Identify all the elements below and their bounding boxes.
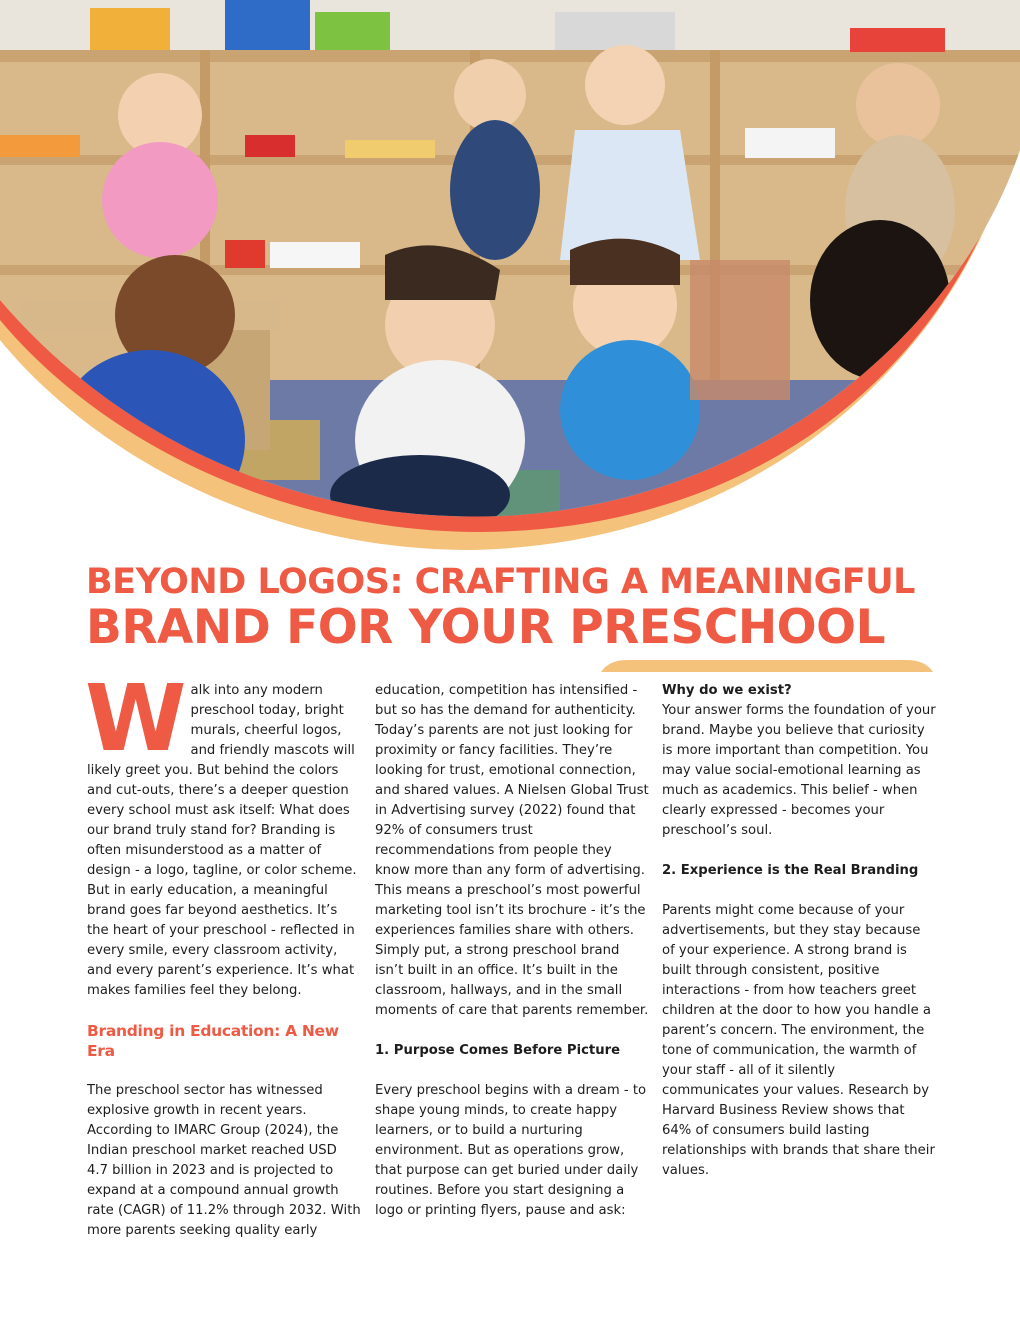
classroom-scene (0, 0, 1020, 560)
headline-line-2: BRAND FOR YOUR PRESCHOOL (86, 600, 886, 655)
paragraph-trust: education, competition has intensified - but so has the demand for authenticity. Today’s parents are not just looking for proximity or fancy facilities. They’re looking for trust, emotional connection, and shared values. A Nielsen Global Trust in Advertising survey (2022) found that 92% of consumers trust recommendations from people they know more than any form of advertising. This means a preschool’s most powerful marketing tool isn’t its brochure - it’s the experiences families share with others. Simply put, a strong preschool brand isn’t built in an office. It’s built in the classroom, hallways, and in the small moments of care that parents remember. (375, 683, 649, 1018)
paragraph-experience: Parents might come because of your advertisements, but they stay because of your experience. A strong brand is built through consistent, positive interactions - from how teachers greet children at the door to how you handle a parent’s concern. The environment, the tone of communication, the warmth of your staff - all of it silently communicates your values. Research by Harvard Business Review shows that 64% of consumers build lasting relationships with brands that share their values. (662, 903, 935, 1178)
paragraph-foundation: Your answer forms the foundation of your brand. Maybe you believe that curiosity is more important than competition. You may value social-emotional learning as much as academics. This belief - when clearly expressed - becomes your preschool’s soul. (662, 703, 936, 838)
heading-purpose: 1. Purpose Comes Before Picture (375, 1043, 621, 1058)
headline-underline (601, 658, 933, 672)
drop-cap: W (85, 665, 183, 772)
intro-text: alk into any modern preschool today, bright murals, cheerful logos, and friendly mascots will likely greet you. But behind the colors and cut-outs, there’s a deeper question every school must ask itself: What does our brand truly stand for? Branding is often misunderstood as a matter of design - a logo, tagline, or color scheme. But in early education, a meaningful brand goes far beyond aesthetics. It’s the heart of your preschool - reflected in every smile, every classroom activity, and every parent’s experience. It’s what makes families feel they belong. (87, 683, 357, 998)
heading-experience: 2. Experience is the Real Branding (662, 863, 919, 878)
section-subhead: Branding in Education: A New Era (87, 1022, 339, 1060)
hero-photo (0, 0, 1020, 560)
article-headline (86, 562, 966, 654)
column-2 (375, 681, 649, 1221)
paragraph-market-growth: The preschool sector has witnessed explosive growth in recent years. According to IMARC Group (2024), the Indian preschool market reached USD 4.7 billion in 2023 and is projected to expand at a compound annual growth rate (CAGR) of 11.2% through 2032. With more parents seeking quality early (87, 1083, 361, 1238)
column-3 (662, 681, 936, 1181)
paragraph-purpose: Every preschool begins with a dream - to shape young minds, to create happy learners, or to build a nurturing environment. But as operations grow, that purpose can get buried under daily routines. Before you start designing a logo or printing flyers, pause and ask: (375, 1083, 647, 1218)
column-1 (85, 665, 361, 1241)
intro-paragraph (85, 665, 361, 1001)
question-heading: Why do we exist? (662, 683, 792, 698)
headline-line-1: BEYOND LOGOS: CRAFTING A MEANINGFUL (86, 562, 915, 602)
